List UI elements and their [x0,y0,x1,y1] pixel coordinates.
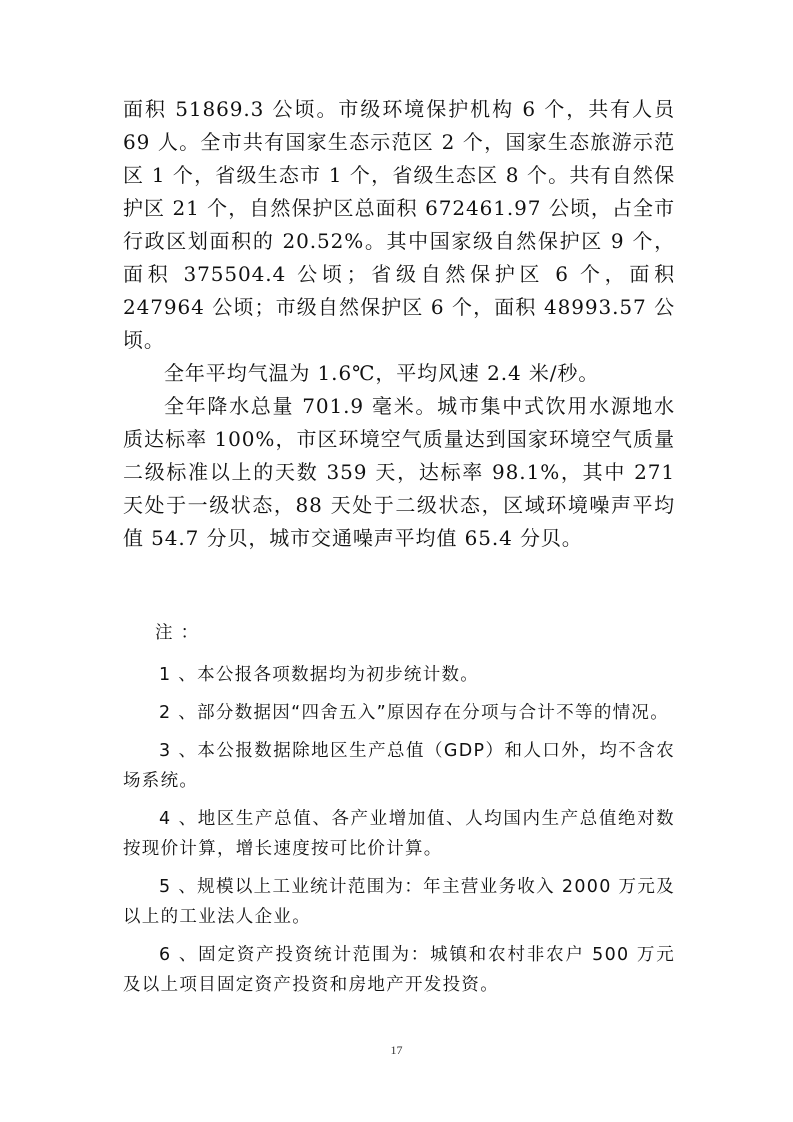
notes-section [123,618,675,1008]
notes-title: 注 ： [155,623,200,643]
page-number: 17 [390,1043,403,1057]
body-text [123,93,675,555]
note-item-3: 3 、本公报数据除地区生产总值（GDP）和人口外，均不含农场系统。 [123,741,675,791]
paragraph-environment: 面积 51869.3 公顷。市级环境保护机构 6 个，共有人员 69 人。全市共有国家生态示范区 2 个，国家生态旅游示范区 1 个，省级生态市 1 个，省级生态区 8 个。共有自然保护区 21 个，自然保护区总面积 672461.97 公顷，占全市行政区划面积的 20.52%。其中国家级自然保护区 9 个，面积 375504.4 公顷；省级自然保护区 6 个，面积 247964 公顷；市级自然保护区 6 个，面积 48993.57 公顷。 [123,97,675,352]
note-item-4: 4 、地区生产总值、各产业增加值、人均国内生产总值绝对数按现价计算，增长速度按可比价计算。 [123,809,675,859]
paragraph-climate: 全年平均气温为 1.6℃，平均风速 2.4 米/秒。 [164,361,600,385]
note-item-6: 6 、固定资产投资统计范围为：城镇和农村非农户 500 万元及以上项目固定资产投资和房地产开发投资。 [123,945,675,995]
note-item-2: 2 、部分数据因“四舍五入”原因存在分项与合计不等的情况。 [159,703,670,723]
paragraph-water-air-noise: 全年降水总量 701.9 毫米。城市集中式饮用水源地水质达标率 100%，市区环境空气质量达到国家环境空气质量二级标准以上的天数 359 天，达标率 98.1%，其中 271 天处于一级状态，88 天处于二级状态，区域环境噪声平均值 54.7 分贝，城市交通噪声平均值 65.4 分贝。 [123,394,675,550]
note-item-1: 1 、本公报各项数据均为初步统计数。 [159,665,480,685]
note-item-5: 5 、规模以上工业统计范围为：年主营业务收入 2000 万元及以上的工业法人企业。 [123,877,675,927]
